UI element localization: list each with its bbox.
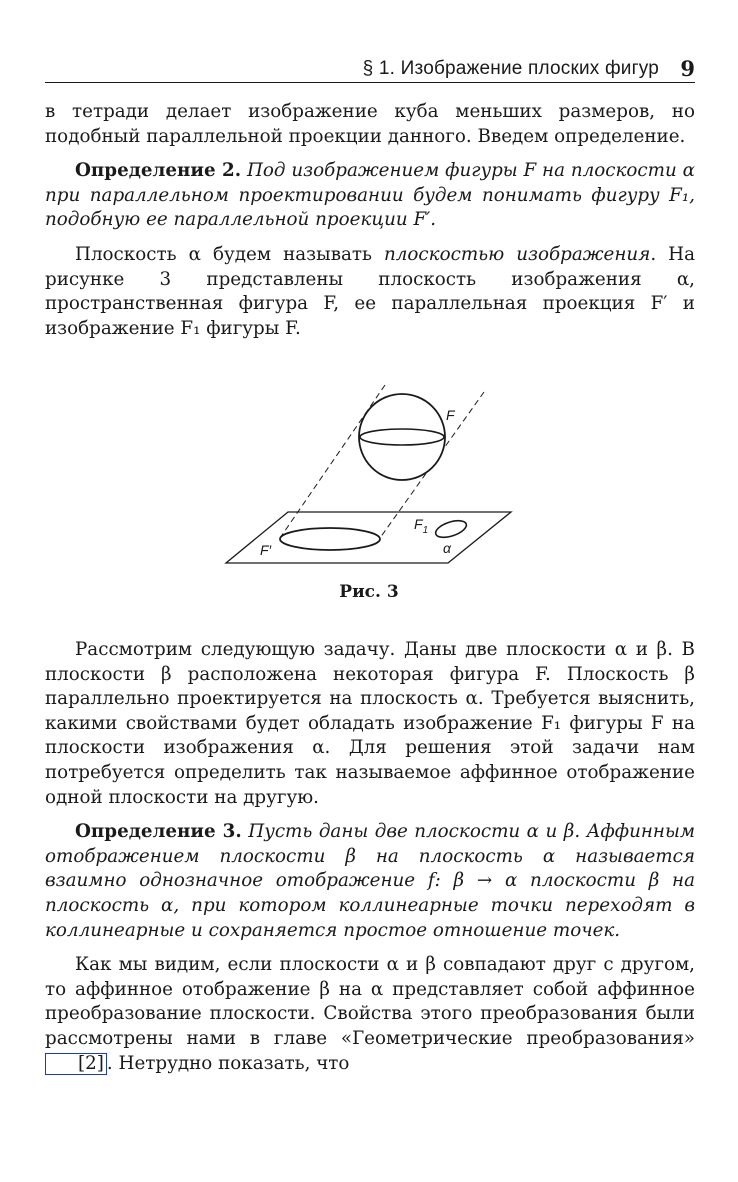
paragraph-image-plane xyxy=(45,243,695,341)
sphere-F xyxy=(359,394,445,480)
label-F-prime: F′ xyxy=(260,542,272,558)
label-F1 xyxy=(414,516,428,536)
paragraph-problem: Рассмотрим следующую задачу. Даны две плоскости α и β. В плоскости β расположена некоторая фигура F. Плоскость β параллельно проектируется на плоскость α. Требуется выяснить, какими свойствами будет обладать изображение F₁ фигуры F на плоскости изображения α. Для решения этой задачи нам потребуется определить так называемое аффинное отображение одной плоскости на другую. xyxy=(45,639,695,808)
paragraph-affine-pre: Как мы видим, если плоскости α и β совпадают друг с другом, то аффинное отображение β на α представляет собой аффинное преобразование плоскости. Свойства этого преобразования были рассмотрены нами в главе «Геометрические преобразования» xyxy=(45,954,695,1049)
definition-3-label: Определение 3. xyxy=(75,821,242,843)
section-title: § 1. Изображение плоских фигур xyxy=(362,58,659,79)
paragraph-affine xyxy=(45,953,695,1076)
page-number: 9 xyxy=(680,56,695,81)
projection-F-prime xyxy=(280,528,380,550)
label-alpha: α xyxy=(443,540,451,556)
figure-3-diagram xyxy=(218,383,518,578)
text-block-top xyxy=(45,100,695,341)
label-F: F xyxy=(446,407,455,423)
definition-2-label: Определение 2. xyxy=(75,160,242,182)
paragraph-image-plane-pre: Плоскость α будем называть xyxy=(75,243,385,265)
image-F1 xyxy=(434,517,469,540)
figure-caption: Рис. 3 xyxy=(339,582,399,602)
definition-2-text: Под изображением фигуры F на плоскости α при параллельном проектировании будем понимать фигуру F₁, подобную ее параллельной проекции F′. xyxy=(45,160,695,231)
text-block-bottom xyxy=(45,638,695,1076)
paragraph-intro: в тетради делает изображение куба меньших размеров, но подобный параллельной проекции данного. Введем определение. xyxy=(45,101,695,147)
definition-2 xyxy=(45,159,695,233)
label-F1-main: F xyxy=(414,516,423,532)
paragraph-image-plane-post: . На рисунке 3 представлены плоскость изображения α, пространственная фигура F, ее параллельная проекция F′ и изображение F₁ фигуры F. xyxy=(45,243,696,339)
citation-link[interactable]: [2] xyxy=(45,1053,107,1075)
paragraph-affine-post: . Нетрудно показать, что xyxy=(106,1052,350,1074)
definition-3 xyxy=(45,820,695,943)
definition-3-text: Пусть даны две плоскости α и β. Аффинным отображением плоскости β на плоскость α называется взаимно однозначное отображение f: β → α плоскости β на плоскость α, при котором коллинеарные точки переходят в коллинеарные и сохраняется простое отношение точек. xyxy=(45,821,696,941)
running-header xyxy=(45,52,695,83)
term-image-plane: плоскостью изображения xyxy=(384,243,651,265)
label-F1-sub: 1 xyxy=(422,525,429,536)
